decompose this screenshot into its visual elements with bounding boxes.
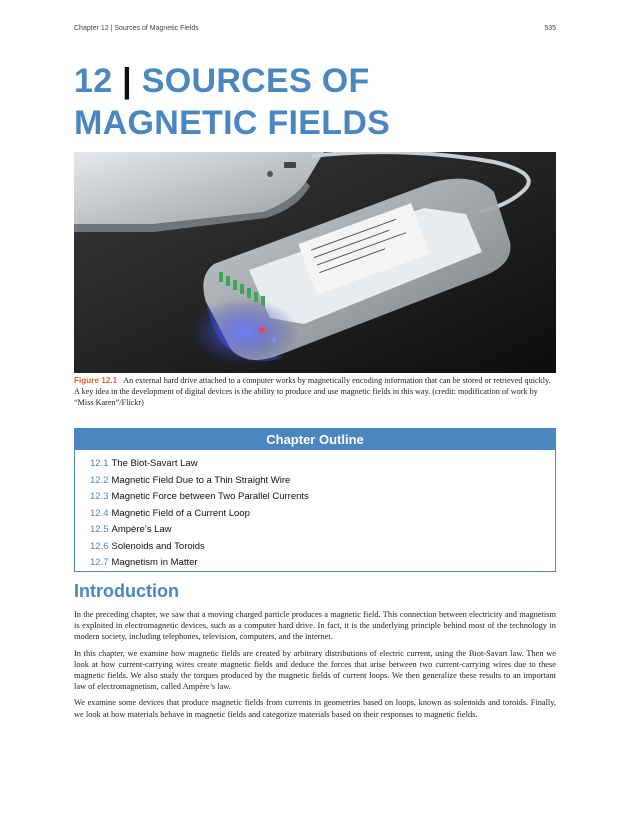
- introduction-paragraph: In the preceding chapter, we saw that a moving charged particle produces a magnetic field. This connection between electricity and magnetism is exploited in electromagnetic devices, such as a computer hard drive. In fact, it is the underlying principle behind most of the technology in modern society, including telephones, television, computers, and the internet.: [74, 610, 556, 642]
- title-separator: |: [122, 62, 132, 100]
- figure-caption-text: An external hard drive attached to a computer works by magnetically encoding information that can be stored or retrieved quickly. A key idea in the development of digital devices is the ability to produce and use magnetic fields in this way. (credit: modification of work by “Miss Karen”/Flickr): [74, 376, 551, 407]
- outline-item-number: 12.6: [90, 540, 109, 552]
- outline-item-number: 12.5: [90, 524, 109, 535]
- outline-item-text: Solenoids and Toroids: [111, 540, 205, 552]
- outline-item-number: 12.2: [90, 474, 109, 486]
- chapter-outline-box: [74, 428, 556, 572]
- chapter-outline-heading: Chapter Outline: [75, 429, 555, 450]
- chapter-photo: [74, 152, 556, 373]
- outline-item-number: 12.4: [90, 507, 109, 519]
- outline-item-text: Ampère’s Law: [111, 524, 172, 535]
- outline-item[interactable]: [90, 489, 555, 506]
- chapter-title: [74, 60, 564, 144]
- outline-item[interactable]: [90, 539, 555, 556]
- chapter-outline-list: [75, 450, 555, 572]
- running-head: [74, 25, 556, 32]
- outline-item-number: 12.7: [90, 557, 109, 568]
- outline-item[interactable]: [90, 506, 555, 523]
- outline-item-text: Magnetic Field Due to a Thin Straight Wire: [111, 474, 291, 486]
- introduction-paragraph: In this chapter, we examine how magnetic fields are created by arbitrary distributions of electric current, using the Biot-Savart law. Then we look at how current-carrying wires create magnetic fields and deduce the forces that arise between two current-carrying wires due to these magnetic fields. We also study the torques produced by the magnetic fields of current loops. We then generalize these results to an important law of electromagnetism, called Ampère’s law.: [74, 648, 556, 692]
- chapter-title-line-2: MAGNETIC FIELDS: [74, 104, 391, 142]
- outline-item[interactable]: [90, 522, 555, 539]
- figure-caption: [74, 375, 556, 408]
- page-number: 535: [544, 25, 556, 32]
- chapter-number: 12: [74, 62, 113, 100]
- chapter-title-text-1: SOURCES OF: [141, 62, 370, 100]
- outline-item[interactable]: [90, 456, 555, 473]
- outline-item-number: 12.1: [90, 458, 109, 469]
- introduction-paragraph: We examine some devices that produce magnetic fields from currents in geometries based on loops, known as solenoids and toroids. Finally, we look at how materials behave in magnetic fields and categorize materials based on their responses to magnetic fields.: [74, 698, 556, 719]
- chapter-title-line-1: [74, 60, 564, 102]
- outline-item[interactable]: [90, 555, 555, 572]
- outline-item-text: Magnetic Force between Two Parallel Currents: [111, 491, 309, 502]
- outline-item[interactable]: [90, 473, 555, 490]
- hard-drive-photo-illustration: [74, 152, 556, 373]
- outline-item-text: Magnetic Field of a Current Loop: [111, 507, 250, 519]
- outline-item-text: Magnetism in Matter: [111, 557, 198, 568]
- figure-label: Figure 12.1: [74, 376, 118, 385]
- running-head-chapter: Chapter 12 | Sources of Magnetic Fields: [74, 25, 199, 32]
- outline-item-number: 12.3: [90, 491, 109, 502]
- introduction-body: [74, 609, 556, 725]
- introduction-heading: Introduction: [74, 581, 179, 601]
- outline-item-text: The Biot-Savart Law: [111, 458, 198, 469]
